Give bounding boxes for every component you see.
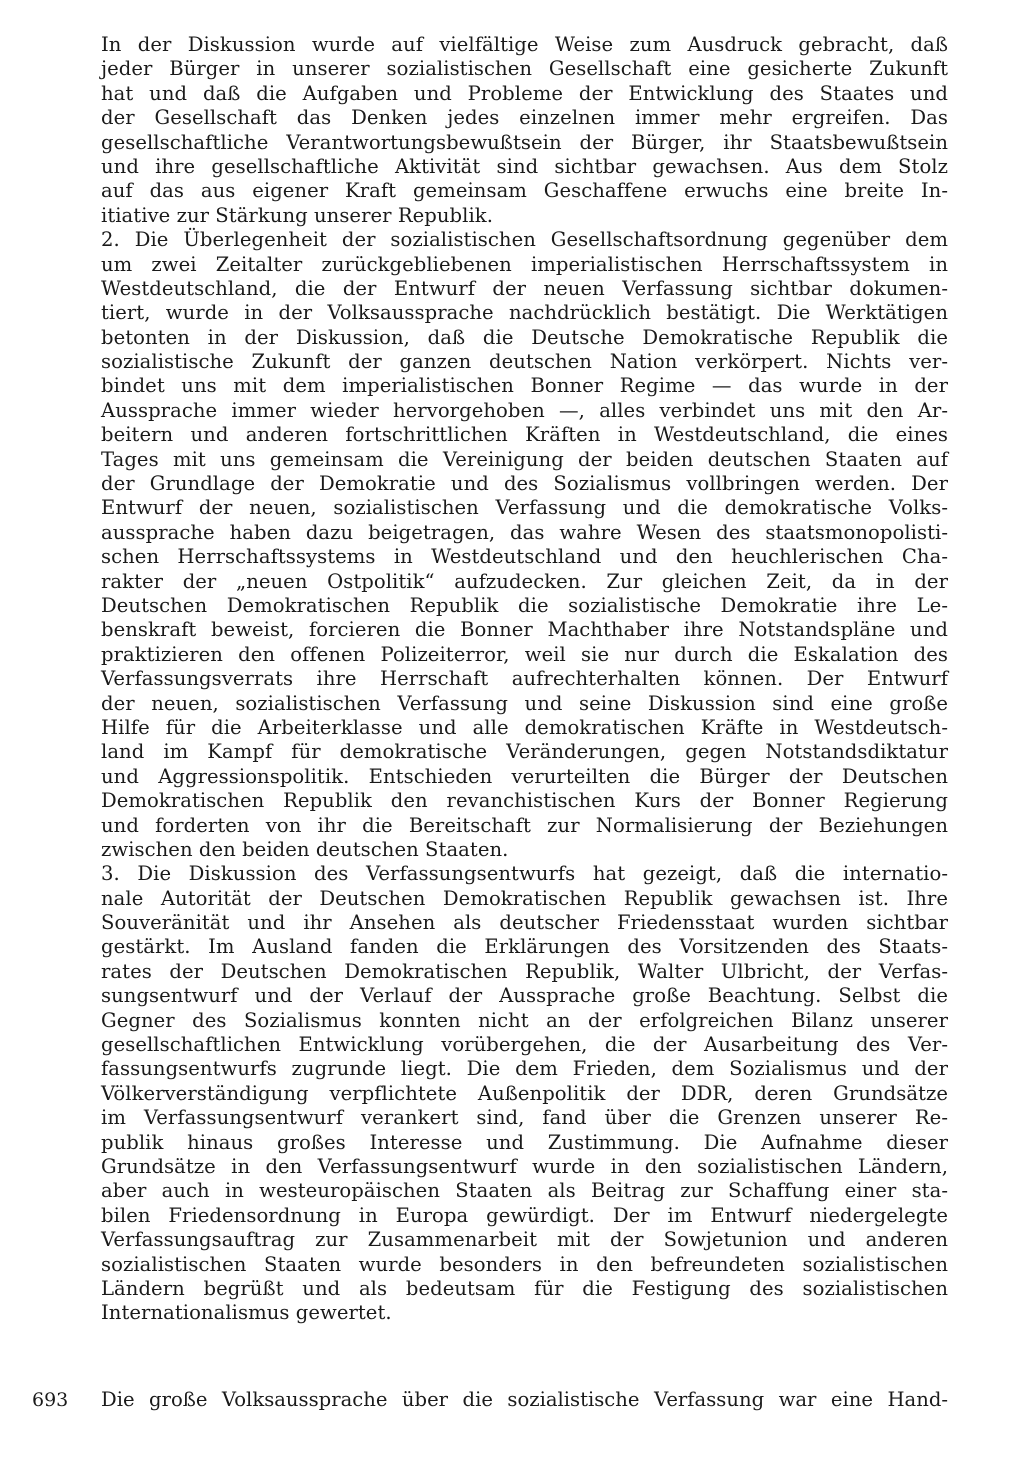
- text-line: um zwei Zeitalter zurückgebliebenen imperialistischen Herrschaftssystem in: [101, 252, 948, 276]
- text-line: 2. Die Überlegenheit der sozialistischen Gesellschaftsordnung gegenüber dem: [101, 228, 948, 252]
- text-line: gesellschaftlichen Entwicklung vorübergehen, die der Ausarbeitung des Ver-: [101, 1033, 948, 1057]
- text-line: bilen Friedensordnung in Europa gewürdigt. Der im Entwurf niedergelegte: [101, 1203, 948, 1227]
- page-number: 693: [32, 1389, 69, 1411]
- text-line: Demokratischen Republik den revanchistischen Kurs der Bonner Regierung: [101, 789, 948, 813]
- text-line: Deutschen Demokratischen Republik die sozialistische Demokratie ihre Le-: [101, 593, 948, 617]
- text-line: beitern und anderen fortschrittlichen Kräften in Westdeutschland, die eines: [101, 423, 948, 447]
- text-line: der Gesellschaft das Denken jedes einzelnen immer mehr ergreifen. Das: [101, 106, 948, 130]
- text-line: publik hinaus großes Interesse und Zustimmung. Die Aufnahme dieser: [101, 1130, 948, 1154]
- text-line: Internationalismus gewertet.: [101, 1301, 392, 1325]
- text-line: und forderten von ihr die Bereitschaft zur Normalisierung der Beziehungen: [101, 813, 948, 837]
- text-line: benskraft beweist, forcieren die Bonner Machthaber ihre Notstandspläne und: [101, 618, 948, 642]
- text-line: sozialistische Zukunft der ganzen deutschen Nation verkörpert. Nichts ver-: [101, 350, 948, 374]
- text-line: Ländern begrüßt und als bedeutsam für die Festigung des sozialistischen: [101, 1276, 948, 1300]
- text-line: gestärkt. Im Ausland fanden die Erklärungen des Vorsitzenden des Staats-: [101, 935, 948, 959]
- text-line: hat und daß die Aufgaben und Probleme der Entwicklung des Staates und: [101, 81, 948, 105]
- text-line: Hilfe für die Arbeiterklasse und alle demokratischen Kräfte in Westdeutsch-: [101, 715, 948, 739]
- text-line: zwischen den beiden deutschen Staaten.: [101, 837, 509, 861]
- text-line: und Aggressionspolitik. Entschieden verurteilten die Bürger der Deutschen: [101, 764, 948, 788]
- text-line: nale Autorität der Deutschen Demokratischen Republik gewachsen ist. Ihre: [101, 886, 948, 910]
- text-line: jeder Bürger in unserer sozialistischen Gesellschaft eine gesicherte Zukunft: [101, 57, 948, 81]
- text-line: Aussprache immer wieder hervorgehoben —, alles verbindet uns mit den Ar-: [101, 398, 948, 422]
- text-line: im Verfassungsentwurf verankert sind, fand über die Grenzen unserer Re-: [101, 1106, 948, 1130]
- text-line: der neuen, sozialistischen Verfassung und seine Diskussion sind eine große: [101, 691, 948, 715]
- text-line-final: Die große Volksaussprache über die sozialistische Verfassung war eine Hand-: [101, 1388, 948, 1411]
- text-line: fassungsentwurfs zugrunde liegt. Die dem Frieden, dem Sozialismus und der: [101, 1057, 948, 1081]
- text-line: Souveränität und ihr Ansehen als deutscher Friedensstaat wurden sichtbar: [101, 911, 948, 935]
- text-line: bindet uns mit dem imperialistischen Bonner Regime — das wurde in der: [101, 374, 948, 398]
- text-line: betonten in der Diskussion, daß die Deutsche Demokratische Republik die: [101, 325, 948, 349]
- text-line: rates der Deutschen Demokratischen Republik, Walter Ulbricht, der Verfas-: [101, 959, 948, 983]
- text-line: aussprache haben dazu beigetragen, das wahre Wesen des staatsmonopolisti-: [101, 520, 948, 544]
- text-line: der Grundlage der Demokratie und des Sozialismus vollbringen werden. Der: [101, 472, 948, 496]
- text-line: land im Kampf für demokratische Veränderungen, gegen Notstandsdiktatur: [101, 740, 948, 764]
- text-line: Entwurf der neuen, sozialistischen Verfassung und die demokratische Volks-: [101, 496, 948, 520]
- text-line: rakter der „neuen Ostpolitik“ aufzudecken. Zur gleichen Zeit, da in der: [101, 569, 948, 593]
- text-line: auf das aus eigener Kraft gemeinsam Geschaffene erwuchs eine breite In-: [101, 179, 948, 203]
- text-line: Tages mit uns gemeinsam die Vereinigung der beiden deutschen Staaten auf: [101, 447, 948, 471]
- text-line: In der Diskussion wurde auf vielfältige Weise zum Ausdruck gebracht, daß: [101, 33, 948, 56]
- text-line: aber auch in westeuropäischen Staaten als Beitrag zur Schaffung einer sta-: [101, 1179, 948, 1203]
- text-line: 3. Die Diskussion des Verfassungsentwurfs hat gezeigt, daß die internatio-: [101, 862, 948, 886]
- text-line: Verfassungsverrats ihre Herrschaft aufrechterhalten können. Der Entwurf: [101, 667, 948, 691]
- text-line: Verfassungsauftrag zur Zusammenarbeit mit der Sowjetunion und anderen: [101, 1228, 948, 1252]
- body-text: [101, 33, 948, 1326]
- text-line: sozialistischen Staaten wurde besonders in den befreundeten sozialistischen: [101, 1252, 948, 1276]
- text-line: Völkerverständigung verpflichtete Außenpolitik der DDR, deren Grundsätze: [101, 1081, 948, 1105]
- text-line: sungsentwurf und der Verlauf der Aussprache große Beachtung. Selbst die: [101, 984, 948, 1008]
- text-line: Gegner des Sozialismus konnten nicht an der erfolgreichen Bilanz unserer: [101, 1008, 948, 1032]
- text-line: Westdeutschland, die der Entwurf der neuen Verfassung sichtbar dokumen-: [101, 276, 948, 300]
- text-line: schen Herrschaftssystems in Westdeutschland und den heuchlerischen Cha-: [101, 545, 948, 569]
- text-line: gesellschaftliche Verantwortungsbewußtsein der Bürger, ihr Staatsbewußtsein: [101, 130, 948, 154]
- text-line: tiert, wurde in der Volksaussprache nachdrücklich bestätigt. Die Werktätigen: [101, 301, 948, 325]
- text-line: praktizieren den offenen Polizeiterror, weil sie nur durch die Eskalation des: [101, 642, 948, 666]
- text-line: itiative zur Stärkung unserer Republik.: [101, 203, 493, 227]
- text-line: und ihre gesellschaftliche Aktivität sind sichtbar gewachsen. Aus dem Stolz: [101, 154, 948, 178]
- text-line: Grundsätze in den Verfassungsentwurf wurde in den sozialistischen Ländern,: [101, 1154, 948, 1178]
